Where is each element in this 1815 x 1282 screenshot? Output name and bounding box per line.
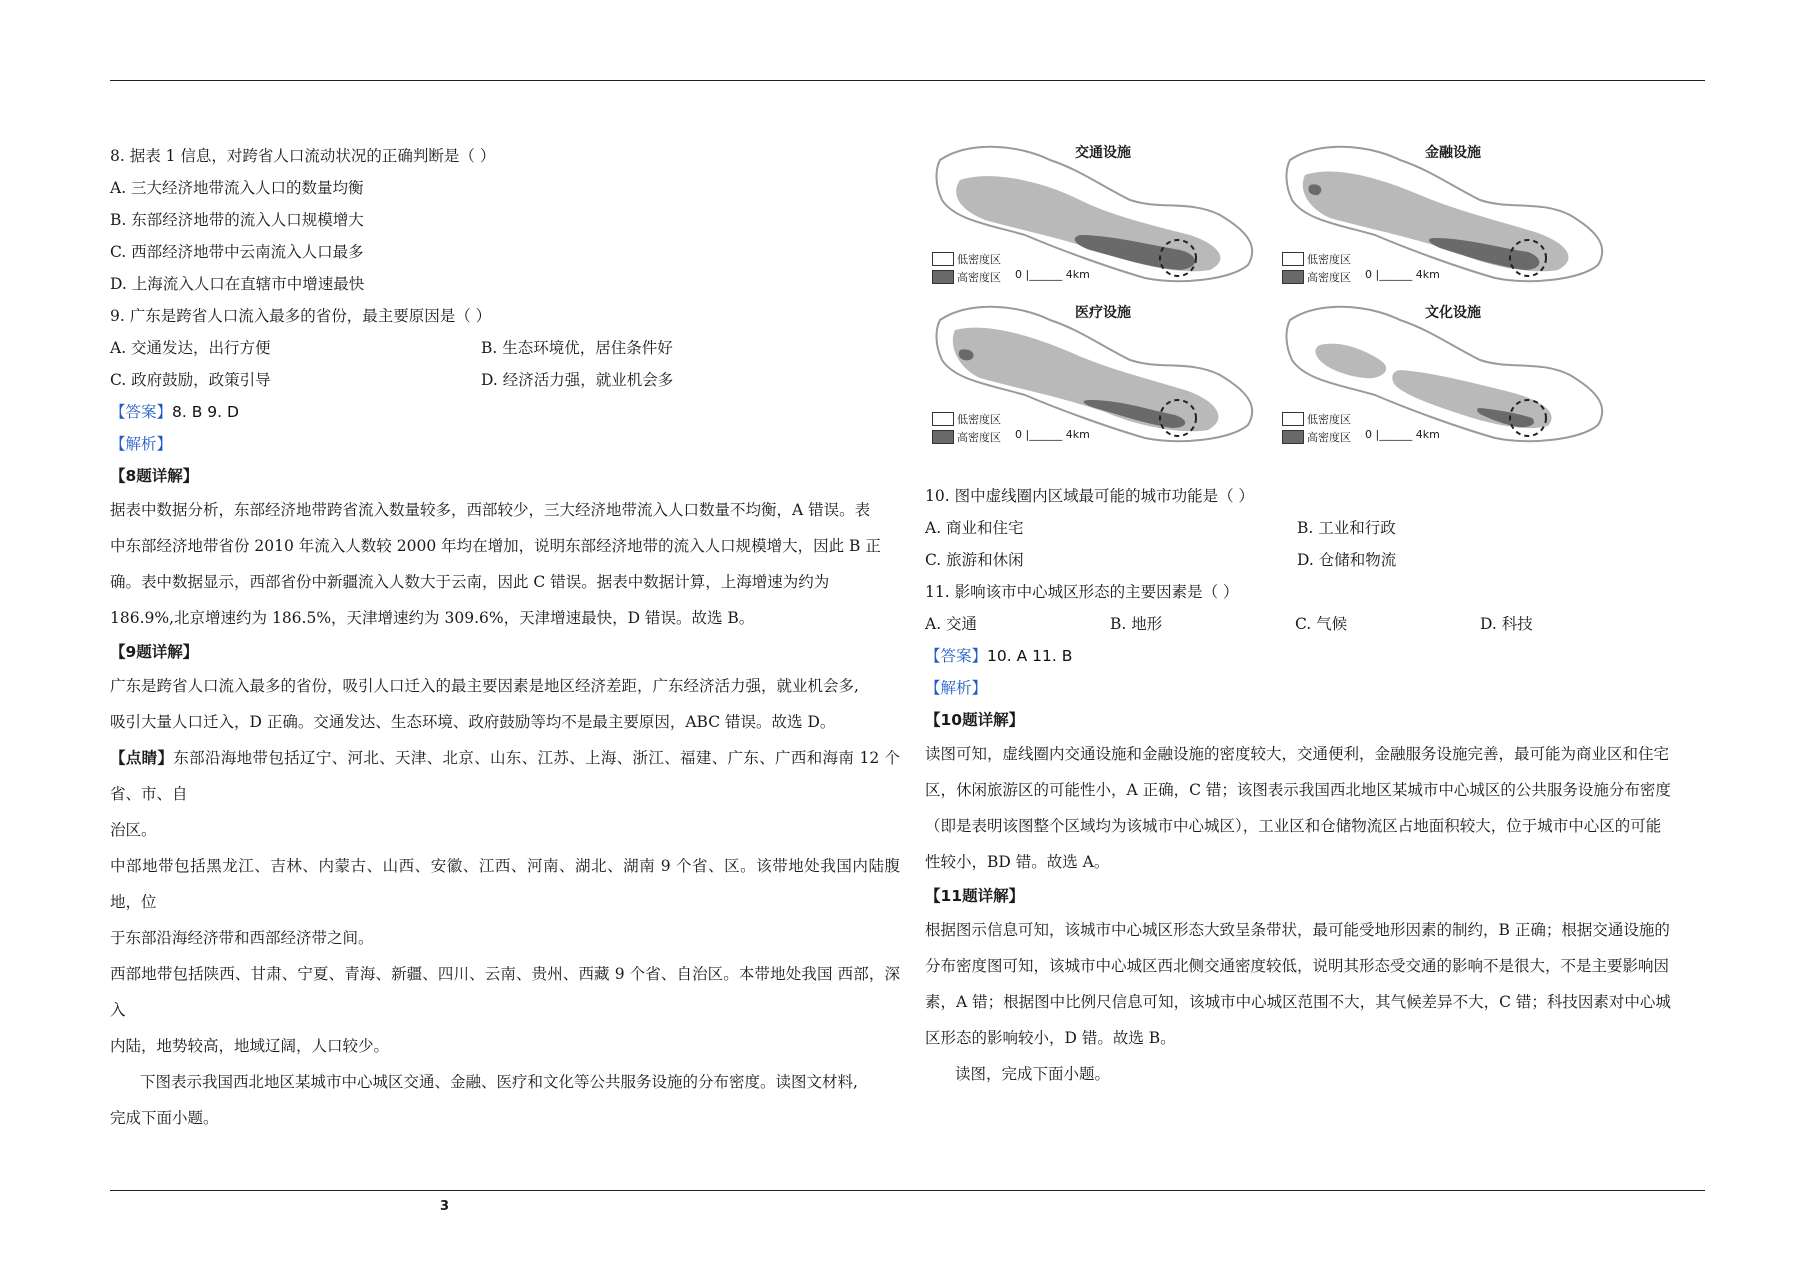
detail-11-line: 区形态的影响较小，D 错。故选 B。 (925, 1029, 1176, 1047)
detail-9-line: 吸引大量人口迁入，D 正确。交通发达、生态环境、政府鼓励等均不是最主要原因，ABC 错误。故选 D。 (110, 713, 836, 731)
detail-10-line: 读图可知，虚线圈内交通设施和金融设施的密度较大，交通便利，金融服务设施完善，最可能为商业区和住宅 (925, 745, 1670, 763)
detail-11-body (925, 912, 1705, 1056)
q10-option-a: A. 商业和住宅 (925, 519, 1024, 537)
q9-option-d: D. 经济活力强，就业机会多 (481, 371, 674, 389)
analysis-label: 【解析】 (110, 435, 173, 453)
legend-low-label: 低密度区 (957, 253, 1001, 266)
map-legend (1282, 250, 1351, 286)
detail-8-line: 据表中数据分析，东部经济地带跨省流入数量较多，西部较少，三大经济地带流入人口数量不均衡，A 错误。表 (110, 501, 871, 519)
right-column (925, 480, 1705, 1092)
legend-high-swatch (932, 430, 954, 444)
q8-option-c: C. 西部经济地带中云南流入人口最多 (110, 243, 364, 261)
scale-bar: 0 |______ 4km (1015, 428, 1090, 441)
detail-8-title: 【8题详解】 (110, 467, 199, 485)
legend-low-swatch (1282, 412, 1304, 426)
detail-10-line: 性较小，BD 错。故选 A。 (925, 853, 1110, 871)
detail-10-line: 区，休闲旅游区的可能性小，A 正确，C 错；该图表示我国西北地区某城市中心城区的公共服务设施分布密度 (925, 781, 1671, 799)
detail-8-line: 186.9%,北京增速约为 186.5%，天津增速约为 309.6%，天津增速最快，D 错误。故选 B。 (110, 609, 755, 627)
legend-high-swatch (1282, 430, 1304, 444)
answer-label: 【答案】 (110, 403, 173, 421)
legend-high-swatch (1282, 270, 1304, 284)
tip-line: 于东部沿海经济带和西部经济带之间。 (110, 929, 374, 947)
legend-low-swatch (1282, 252, 1304, 266)
legend-low-label: 低密度区 (957, 413, 1001, 426)
q8-option-d: D. 上海流入人口在直辖市中增速最快 (110, 275, 365, 293)
tip-block (110, 740, 900, 1064)
map-culture (1280, 300, 1620, 455)
q11-option-b: B. 地形 (1110, 615, 1163, 633)
detail-9-title: 【9题详解】 (110, 643, 199, 661)
tip-label: 【点睛】 (110, 749, 174, 767)
detail-11-line: 素，A 错；根据图中比例尺信息可知，该城市中心城区范围不大，其气候差异不大，C 错；科技因素对中心城 (925, 993, 1671, 1011)
q9-options-row-2 (110, 364, 900, 396)
map-title: 金融设施 (1425, 145, 1481, 161)
legend-high-label: 高密度区 (957, 431, 1001, 444)
map-transport (930, 140, 1270, 295)
q10-options-row-1 (925, 512, 1705, 544)
q10-option-c: C. 旅游和休闲 (925, 551, 1024, 569)
map-title: 交通设施 (1075, 145, 1131, 161)
footer-rule (110, 1190, 1705, 1191)
detail-8-line: 中东部经济地带省份 2010 年流入人数较 2000 年均在增加，说明东部经济地带的流入人口规模增大，因此 B 正 (110, 537, 881, 555)
closing-line: 读图，完成下面小题。 (955, 1065, 1111, 1083)
map-legend (1282, 410, 1351, 446)
answer-value: 8. B 9. D (172, 403, 239, 421)
header-rule (110, 80, 1705, 81)
facility-density-maps (930, 140, 1630, 460)
map-legend (932, 410, 1001, 446)
q8-stem: 8. 据表 1 信息，对跨省人口流动状况的正确判断是（ ） (110, 147, 496, 165)
q11-option-d: D. 科技 (1480, 615, 1533, 633)
legend-low-swatch (932, 252, 954, 266)
scale-bar: 0 |______ 4km (1365, 428, 1440, 441)
q11-stem: 11. 影响该市中心城区形态的主要因素是（ ） (925, 583, 1239, 601)
detail-11-line: 根据图示信息可知，该城市中心城区形态大致呈条带状，最可能受地形因素的制约，B 正确；根据交通设施的 (925, 921, 1670, 939)
q9-options-row-1 (110, 332, 900, 364)
q8-option-a: A. 三大经济地带流入人口的数量均衡 (110, 179, 364, 197)
q8-option-b: B. 东部经济地带的流入人口规模增大 (110, 211, 364, 229)
legend-high-label: 高密度区 (1307, 271, 1351, 284)
q11-option-a: A. 交通 (925, 615, 978, 633)
map-title: 医疗设施 (1075, 305, 1131, 321)
legend-high-label: 高密度区 (957, 271, 1001, 284)
legend-low-swatch (932, 412, 954, 426)
map-legend (932, 250, 1001, 286)
answer-value: 10. A 11. B (987, 647, 1073, 665)
detail-8-body (110, 492, 900, 636)
scale-bar: 0 |______ 4km (1015, 268, 1090, 281)
q10-option-b: B. 工业和行政 (1297, 519, 1396, 537)
tip-line: 中部地带包括黑龙江、吉林、内蒙古、山西、安徽、江西、河南、湖北、湖南 9 个省、区。该带地处我国内陆腹地，位 (110, 857, 900, 911)
intro-block (110, 1064, 900, 1136)
detail-9-body (110, 668, 900, 740)
detail-9-line: 广东是跨省人口流入最多的省份，吸引人口迁入的最主要因素是地区经济差距，广东经济活力强，就业机会多, (110, 677, 859, 695)
tip-line: 治区。 (110, 821, 157, 839)
intro-line: 完成下面小题。 (110, 1109, 219, 1127)
q9-option-c: C. 政府鼓励，政策引导 (110, 371, 271, 389)
analysis-label: 【解析】 (925, 679, 988, 697)
intro-line: 下图表示我国西北地区某城市中心城区交通、金融、医疗和文化等公共服务设施的分布密度。读图文材料, (140, 1073, 858, 1091)
map-medical (930, 300, 1270, 455)
detail-11-title: 【11题详解】 (925, 887, 1025, 905)
detail-8-line: 确。表中数据显示，西部省份中新疆流入人数大于云南，因此 C 错误。据表中数据计算，上海增速为约为 (110, 573, 830, 591)
legend-high-swatch (932, 270, 954, 284)
tip-line: 内陆，地势较高，地域辽阔，人口较少。 (110, 1037, 390, 1055)
tip-line: 西部地带包括陕西、甘肃、宁夏、青海、新疆、四川、云南、贵州、西藏 9 个省、自治区。本带地处我国 西部，深入 (110, 965, 900, 1019)
q9-stem: 9. 广东是跨省人口流入最多的省份，最主要原因是（ ） (110, 307, 492, 325)
answer-line-8-9 (110, 396, 900, 428)
q9-option-a: A. 交通发达，出行方便 (110, 339, 271, 357)
legend-low-label: 低密度区 (1307, 413, 1351, 426)
detail-11-line: 分布密度图可知，该城市中心城区西北侧交通密度较低，说明其形态受交通的影响不是很大，不是主要影响因 (925, 957, 1670, 975)
legend-low-label: 低密度区 (1307, 253, 1351, 266)
map-finance (1280, 140, 1620, 295)
q10-option-d: D. 仓储和物流 (1297, 551, 1397, 569)
detail-10-body (925, 736, 1705, 880)
page-number: 3 (440, 1199, 450, 1214)
detail-10-line: （即是表明该图整个区域均为该城市中心城区），工业区和仓储物流区占地面积较大，位于城市中心区的可能 (925, 817, 1662, 835)
map-title: 文化设施 (1425, 305, 1481, 321)
scale-bar: 0 |______ 4km (1365, 268, 1440, 281)
detail-10-title: 【10题详解】 (925, 711, 1025, 729)
answer-label: 【答案】 (925, 647, 988, 665)
left-column (110, 140, 900, 1136)
q9-option-b: B. 生态环境优，居住条件好 (481, 339, 673, 357)
q10-stem: 10. 图中虚线圈内区域最可能的城市功能是（ ） (925, 487, 1255, 505)
legend-high-label: 高密度区 (1307, 431, 1351, 444)
q10-options-row-2 (925, 544, 1705, 576)
tip-line: 东部沿海地带包括辽宁、河北、天津、北京、山东、江苏、上海、浙江、福建、广东、广西和海南 12 个省、市、自 (110, 749, 900, 803)
q11-option-c: C. 气候 (1295, 615, 1348, 633)
q11-options (925, 608, 1705, 640)
answer-line-10-11 (925, 640, 1705, 672)
